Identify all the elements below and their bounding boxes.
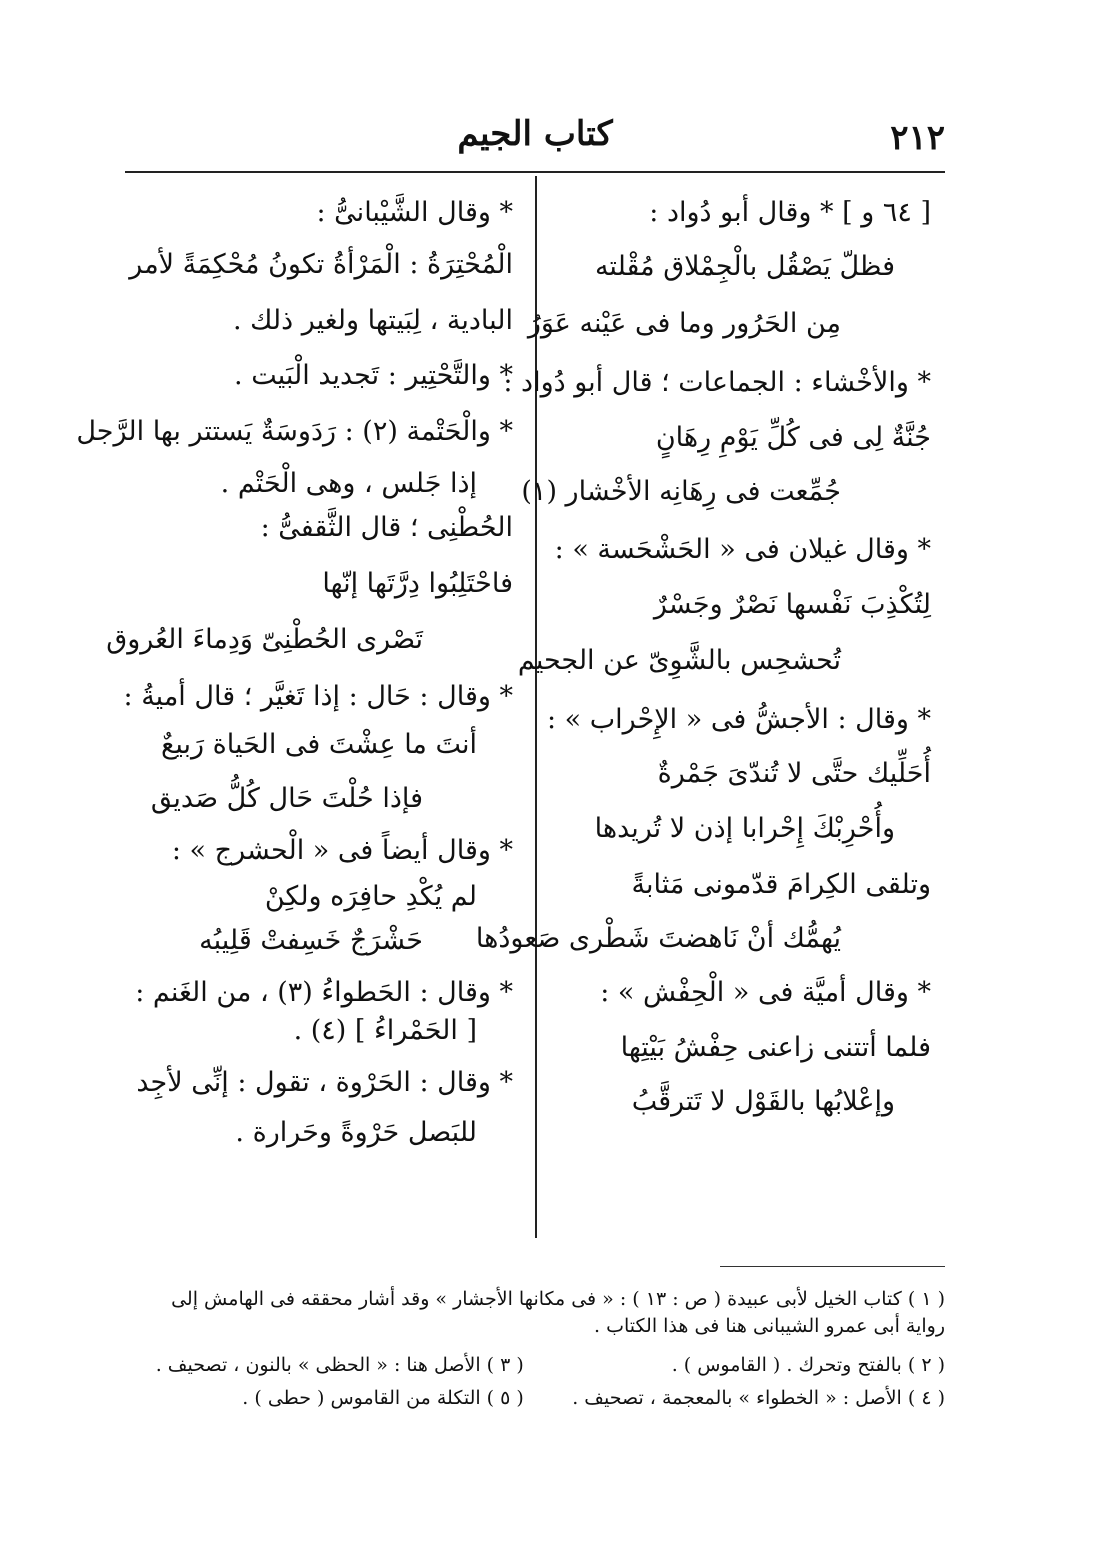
footnotes xyxy=(135,1286,945,1412)
footnote-rule xyxy=(720,1266,945,1267)
entry-line: [ ٦٤ و ] * وقال أبو دُواد : xyxy=(649,197,931,228)
entry-line: الحُطْنِى ؛ قال الثَّقفىُّ : xyxy=(260,512,513,543)
verse-line: أُحَلِّيك حتَّى لا تُندّىَ جَمْرةٌ xyxy=(657,758,931,789)
entry-line: * والأخْشاء : الجماعات ؛ قال أبو دُواد : xyxy=(503,367,931,398)
entry-line: * وقال : الحَرْوة ، تقول : إنِّى لأجِد xyxy=(136,1067,513,1098)
entry-line: * وقال : الأجشُّ فى « الإِحْراب » : xyxy=(546,704,931,735)
verse-line: فإذا حُلْتَ حَال كُلُّ صَديق xyxy=(150,783,423,814)
right-column xyxy=(475,196,931,1119)
entry-line: * والتَّحْتِير : تَجديد الْبَيت . xyxy=(234,360,513,391)
footnote-5: ( ٥ ) التكلة من القاموس ( حطى ) . xyxy=(242,1387,524,1409)
verse-line: وأُحْرِبْكَ إِحْرابا إذن لا تُريدها xyxy=(594,813,895,844)
left-column xyxy=(76,196,513,1150)
verse-line: لِتُكْذِبَ نَفْسها نَصْرٌ وجَسْرٌ xyxy=(653,589,931,620)
verse-line: وتلقى الكِرامَ قدّمونى مَثابةً xyxy=(631,869,931,900)
verse-line: مِن الحَرُور وما فى عَيْنه عَوَرُ xyxy=(527,308,841,339)
footnote-4: ( ٤ ) الأصل : « الخطواء » بالمعجمة ، تصحيف . xyxy=(572,1387,945,1409)
text-line: إذا جَلس ، وهى الْحَتْم . xyxy=(220,468,477,499)
text-line: للبَصل حَرْوةً وحَرارة . xyxy=(235,1117,477,1148)
page-header xyxy=(125,110,945,160)
verse-line: تَصْرى الحُطْنِىّ وَدِماءَ العُروق xyxy=(106,624,423,655)
footnote-2: ( ٢ ) بالفتح وتحرك . ( القاموس ) . xyxy=(671,1354,945,1376)
verse-line: لم يُكْدِ حافِرَه ولكِنْ xyxy=(264,881,477,912)
verse-line: أنتَ ما عِشْتَ فى الحَياة رَبيعٌ xyxy=(161,729,477,760)
verse-line: فظلّ يَصْقُل بالْجِمْلاق مُقْلته xyxy=(594,251,895,282)
verse-line: فلما أتتنى زاعنى حِفْشُ بَيْتِها xyxy=(620,1032,931,1063)
footnote-1: ( ١ ) كتاب الخيل لأبى عبيدة ( ص : ١٣ ) : « فى مكانها الأجشار » وقد أشار محققه فى الهامش إلى رواية أبى عمرو الشيبانى هنا فى هذا الكتاب . xyxy=(171,1288,945,1337)
page-number: ٢١٢ xyxy=(890,118,945,158)
header-rule xyxy=(125,171,945,173)
entry-line: * وقال أميَّة فى « الْحِفْش » : xyxy=(600,977,931,1008)
text-line: البادية ، لِبَيتها ولغير ذلك . xyxy=(232,305,513,336)
entry-line: * وقال : الحَطواءُ (٣) ، من الغَنم : xyxy=(135,977,513,1008)
entry-line: * وقال غيلان فى « الحَشْحَسة » : xyxy=(554,534,931,565)
text-line: [ الحَمْراءُ ] (٤) . xyxy=(293,1015,477,1046)
footnote-3: ( ٣ ) الأصل هنا : « الحظى » بالنون ، تصحيف . xyxy=(155,1354,524,1376)
entry-line: * وقال أيضاً فى « الْحشرج » : xyxy=(171,835,513,866)
verse-line: حَشْرَجٌ خَسِفتْ قَلِيبُه xyxy=(199,925,423,956)
verse-line: فاحْتَلِبُوا دِرَّتَها إنّها xyxy=(322,568,513,599)
verse-line: يُهمُّك أنْ نَاهضتَ شَطْرى صَعودُها xyxy=(475,923,841,954)
entry-line: * وقال : حَال : إذا تَغيَّر ؛ قال أميةُ : xyxy=(123,681,513,712)
text-line: الْمُحْتِرَةُ : الْمَرْأةُ تكونُ مُحْكِمَةً لأمر xyxy=(129,249,513,280)
running-title: كتاب الجيم xyxy=(457,114,613,154)
verse-line: تُحشحِس بالشَّوِىّ عن الجحيم xyxy=(517,645,841,676)
verse-line: وإعْلابُها بالقَوْل لا تَترقَّبُ xyxy=(631,1086,895,1117)
entry-line: * وقال الشَّيْبانىُّ : xyxy=(316,197,513,228)
entry-line: * والْحَتْمة (٢) : رَدَوسَةٌ يَستتر بها الرَّجل xyxy=(76,416,513,447)
verse-line: جُنَّةٌ لِى فى كُلِّ يَوْمِ رِهَانٍ xyxy=(655,422,931,453)
verse-line: جُمِّعت فى رِهَانِه الأخْشار (١) xyxy=(521,476,841,507)
